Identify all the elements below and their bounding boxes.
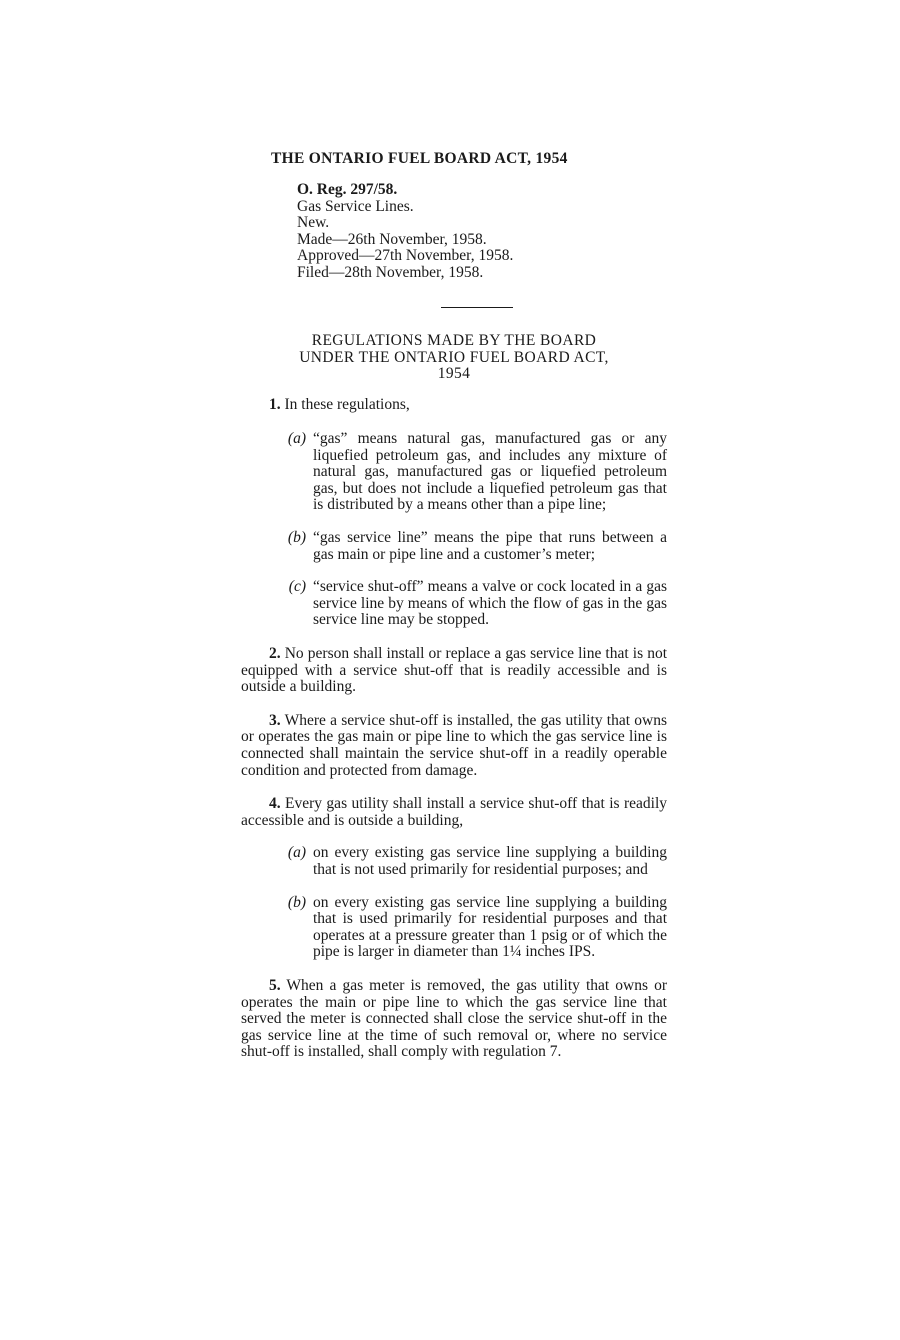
section-4 (241, 796, 667, 829)
clause-4b (241, 895, 667, 961)
section-5 (241, 978, 667, 1061)
regulation-status: New. (297, 214, 330, 231)
regulations-heading (221, 333, 687, 383)
clause-4a (241, 845, 667, 878)
section-number: 2. (269, 645, 281, 663)
clause-text: “gas” means natural gas, manufactured gas or any liquefied petroleum gas, and includes any mixture of natural gas, manufactured gas or liquefied petroleum gas, but does not include a liquefied petroleum gas that is distributed by a means other than a pipe line; (313, 430, 667, 514)
clause-1a (241, 431, 667, 514)
section-number: 5. (269, 976, 281, 994)
clause-text: on every existing gas service line supplying a building that is used primarily for residential purposes and that operates at a pressure greater than 1 psig or of which the pipe is larger in diameter than 1¼ inches IPS. (313, 893, 667, 961)
clause-1b (241, 530, 667, 563)
section-number: 1. (269, 395, 281, 413)
heading-line-2: UNDER THE ONTARIO FUEL BOARD ACT, (299, 348, 609, 366)
regulation-made-date: Made—26th November, 1958. (297, 230, 487, 248)
section-text: No person shall install or replace a gas service line that is not equipped with a service shut-off that is readily accessible and is outside a building. (241, 645, 668, 696)
clause-label: (c) (288, 578, 306, 596)
regulation-filed-date: Filed—28th November, 1958. (297, 263, 484, 281)
regulation-number: O. Reg. 297/58. (297, 181, 398, 198)
clause-label: (b) (287, 529, 306, 547)
act-title: THE ONTARIO FUEL BOARD ACT, 1954 (271, 150, 568, 167)
clause-1c (241, 579, 667, 629)
section-3 (241, 713, 667, 779)
regulation-approved-date: Approved—27th November, 1958. (297, 247, 514, 264)
heading-line-3: 1954 (437, 365, 471, 382)
clause-label: (a) (287, 844, 306, 862)
divider-rule (441, 307, 513, 308)
regulation-subject: Gas Service Lines. (297, 197, 414, 215)
clause-label: (a) (287, 430, 306, 448)
section-number: 3. (269, 711, 281, 729)
clause-text: on every existing gas service line supplying a building that is not used primarily for residential purposes; and (313, 844, 667, 878)
section-text: In these regulations, (284, 395, 410, 413)
section-number: 4. (269, 795, 281, 813)
clause-text: “service shut-off” means a valve or cock located in a gas service line by means of which the flow of gas in the gas service line may be stopped. (313, 578, 667, 629)
document-page (241, 150, 667, 1061)
section-text: When a gas meter is removed, the gas utility that owns or operates the main or pipe line to which the gas service line that served the meter is connected shall close the service shut-off in the gas service line at the time of such removal or, where no service shut-off is installed, shall comply with regulation 7. (241, 976, 667, 1061)
regulation-info (297, 182, 667, 281)
heading-line-1: REGULATIONS MADE BY THE BOARD (311, 332, 597, 349)
section-text: Every gas utility shall install a service shut-off that is readily accessible and is outside a building, (241, 795, 668, 829)
section-1 (269, 397, 667, 414)
clause-label: (b) (287, 893, 306, 911)
clause-text: “gas service line” means the pipe that runs between a gas main or pipe line and a customer’s meter; (313, 529, 667, 563)
section-2 (241, 646, 667, 696)
section-text: Where a service shut-off is installed, the gas utility that owns or operates the gas main or pipe line to which the gas service line is connected shall maintain the service shut-off in a readily operable condition and protected from damage. (241, 711, 667, 779)
